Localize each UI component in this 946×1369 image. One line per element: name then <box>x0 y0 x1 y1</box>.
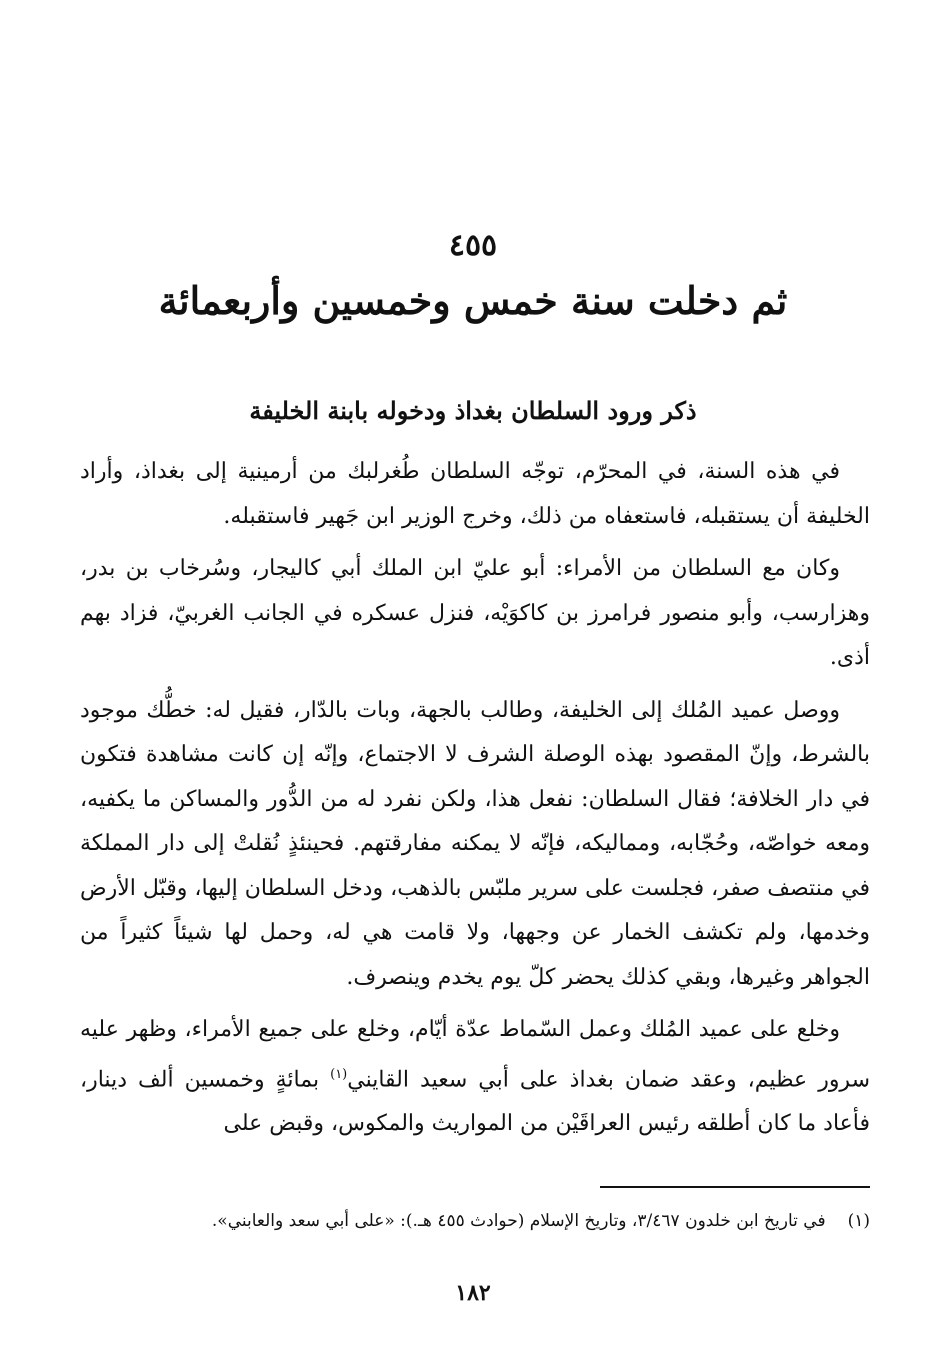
footnote-reference[interactable]: (١) <box>330 1066 348 1082</box>
page-number: ١٨٢ <box>455 1280 491 1306</box>
body-text <box>80 450 870 1155</box>
footnote-text: في تاريخ ابن خلدون ٣/٤٦٧، وتاريخ الإسلام (حوادث ٤٥٥ هـ.): «على أبي سعد والعابني». <box>211 1211 826 1231</box>
footnote-marker: (١) <box>847 1211 870 1231</box>
paragraph-1: في هذه السنة، في المحرّم، توجّه السلطان طُغرلبك من أرمينية إلى بغداذ، وأراد الخليفة أن يستقبله، فاستعفاه من ذلك، وخرج الوزير ابن جَهير فاستقبله. <box>80 459 870 529</box>
footnote-divider <box>600 1186 870 1188</box>
paragraph-3: ووصل عميد المُلك إلى الخليفة، وطالب بالجهة، وبات بالدّار، فقيل له: خطُّك موجود بالشرط، وإنّ المقصود بهذه الوصلة الشرف لا الاجتماع، وإنّه إن كانت مشاهدة فتكون في دار الخلافة؛ فقال السلطان: نفعل هذا، ولكن نفرد له من الدُّور والمساكن ما يكفيه، ومعه خواصّه، وحُجّابه، ومماليكه، فإنّه لا يمكنه مفارقتهم. فحينئذٍ نُقلتْ إلى دار المملكة في منتصف صفر، فجلست على سرير ملبّس بالذهب، ودخل السلطان إليها، وقبّل الأرض وخدمها، ولم تكشف الخمار عن وجهها، ولا قامت هي له، وحمل لها شيئاً كثيراً من الجواهر وغيرها، وبقي كذلك يحضر كلّ يوم يخدم وينصرف. <box>80 697 870 990</box>
year-number: ٤٥٥ <box>448 228 498 263</box>
paragraph-4 <box>80 1008 870 1147</box>
paragraph-4-part-2: بمائةٍ وخمسين ألف دينار، فأعاد ما كان أطلقه رئيس العراقَيْن من المواريث والمكوس، وقبض على <box>80 1066 870 1137</box>
paragraph-2: وكان مع السلطان من الأمراء: أبو عليّ ابن الملك أبي كاليجار، وسُرخاب بن بدر، وهزارسب، وأبو منصور فرامرز بن كاكوَيْه، فنزل عسكره في الجانب الغربيّ، فزاد بهم أذى. <box>80 556 870 670</box>
footnote <box>80 1208 870 1234</box>
paragraph-4-part-1: وخلع على عميد المُلك وعمل السّماط عدّة أيّام، وخلع على جميع الأمراء، وظهر عليه سرور عظيم، وعقد ضمان بغداذ على أبي سعيد القايني <box>80 1017 871 1092</box>
section-title: ذكر ورود السلطان بغداذ ودخوله بابنة الخليفة <box>249 396 697 425</box>
year-title: ثم دخلت سنة خمس وخمسين وأربعمائة <box>158 278 788 323</box>
